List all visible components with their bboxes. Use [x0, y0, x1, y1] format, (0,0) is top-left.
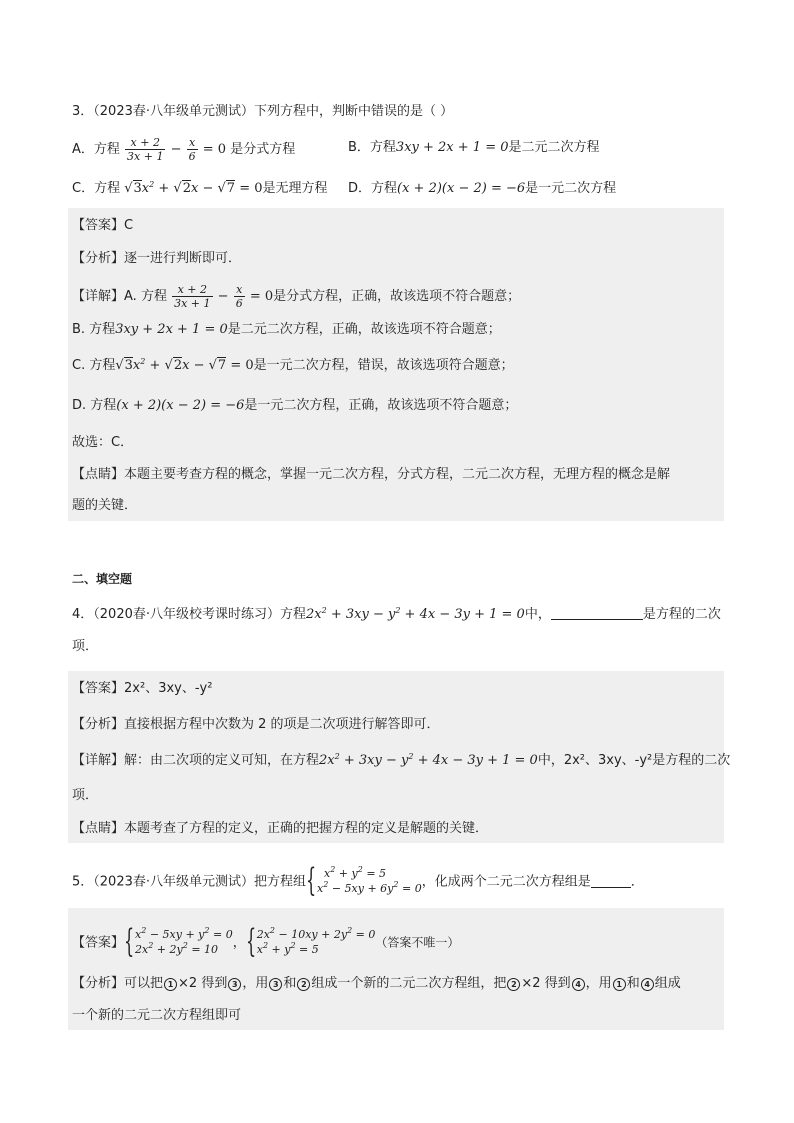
detail-a: 【详解】A. 方程 $\frac{x + 2}{3x + 1}$ − $\frac{x}{6}$ = 0是分式方程，正确，故该选项不符合题意； [72, 283, 521, 310]
fill-blank[interactable] [591, 887, 631, 888]
analysis-line: 【分析】逐一进行判断即可． [72, 251, 242, 266]
equation-system: { $x^2 + y^2 = 5$ $x^2 - 5xy + 6y^2 = 0$ [306, 861, 422, 899]
analysis-line: 【分析】可以把 1 ×2 得到 3 ，用 3 和 2 组成一个新的二元二次方程组，把 2 ×2 得到 4 ，用 1 和 4 组成 [72, 976, 681, 991]
choose-line: 故选：C． [72, 435, 134, 450]
question-3-stem [72, 103, 453, 121]
answer-line: 【答案】2x²、3xy、-y² [72, 681, 213, 696]
detail-line-2: 项． [72, 788, 99, 803]
section-title: 二、填空题 [72, 572, 133, 586]
equation: $2x^2 + 3xy - y^2 + 4x - 3y + 1 = 0$ [306, 606, 525, 622]
equation: $√3x^2 + √2x - √7 = 0$ [124, 180, 263, 196]
comment-line-2: 题的关键． [72, 498, 138, 513]
question-4-stem: 4．（2020春·八年级校考课时练习）方程$2x^2 + 3xy - y^2 + 4x - 3y + 1 = 0$中， 是方程的二次 [72, 606, 721, 622]
option-a: A．方程 $\frac{x + 2}{3x + 1}$ − $\frac{x}{6}$ = 0 是分式方程 [72, 136, 296, 163]
question-source: （2023春·八年级单元测试） [93, 104, 254, 119]
equation: 3xy + 2x + 1 = 0 [395, 140, 509, 155]
detail-b: B. 方程3xy + 2x + 1 = 0是二元二次方程，正确，故该选项不符合题意； [72, 322, 501, 337]
option-b: B．方程3xy + 2x + 1 = 0是二元二次方程 [348, 140, 600, 155]
equation: $\frac{x + 2}{3x + 1}$ − $\frac{x}{6}$ = 0 [127, 136, 227, 163]
question-text: 下列方程中，判断中错误的是（ ） [254, 104, 454, 119]
option-d: D．方程(x + 2)(x − 2) = −6是一元二次方程 [348, 181, 617, 196]
detail-c: C. 方程$√3x^2 + √2x - √7 = 0$是一元二次方程，错误，故该选项符合题意； [72, 357, 514, 373]
question-number: 3． [72, 104, 94, 119]
detail-line: 【详解】解：由二次项的定义可知，在方程$2x^2 + 3xy - y^2 + 4x - 3y + 1 = 0$中，2x²、3xy、-y²是方程的二次 [72, 752, 731, 768]
comment-line: 【点睛】本题主要考查方程的概念，掌握一元二次方程，分式方程，二元二次方程，无理方程的概念是解 [72, 467, 671, 482]
question-5-stem: 5．（2023春·八年级单元测试）把方程组 { $x^2 + y^2 = 5$ $x^2 - 5xy + 6y^2 = 0$，化成两个二元二次方程组是 ． [72, 861, 644, 899]
answer-line: 【答案】C [72, 218, 134, 233]
answer-line: 【答案】 { $x^2 - 5xy + y^2 = 0$ $2x^2 + 2y^2 = 10$ ， { $2x^2 - 10xy + 2y^2 = 0$ $x^2 + y^2 = 5$ （答案不唯一） [72, 922, 460, 960]
comment-line: 【点睛】本题考查了方程的定义，正确的把握方程的定义是解题的关键． [72, 821, 489, 836]
option-c: C．方程 $√3x^2 + √2x - √7 = 0$是无理方程 [72, 180, 328, 196]
analysis-line-2: 一个新的二元二次方程组即可 [72, 1008, 242, 1023]
fill-blank[interactable] [551, 619, 643, 620]
question-4-line2: 项． [72, 639, 99, 654]
analysis-line: 【分析】直接根据方程中次数为 2 的项是二次项进行解答即可． [72, 717, 440, 732]
detail-d: D. 方程(x + 2)(x − 2) = −6是一元二次方程，正确，故该选项不符合题意； [72, 398, 518, 413]
equation: (x + 2)(x − 2) = −6 [397, 181, 526, 196]
